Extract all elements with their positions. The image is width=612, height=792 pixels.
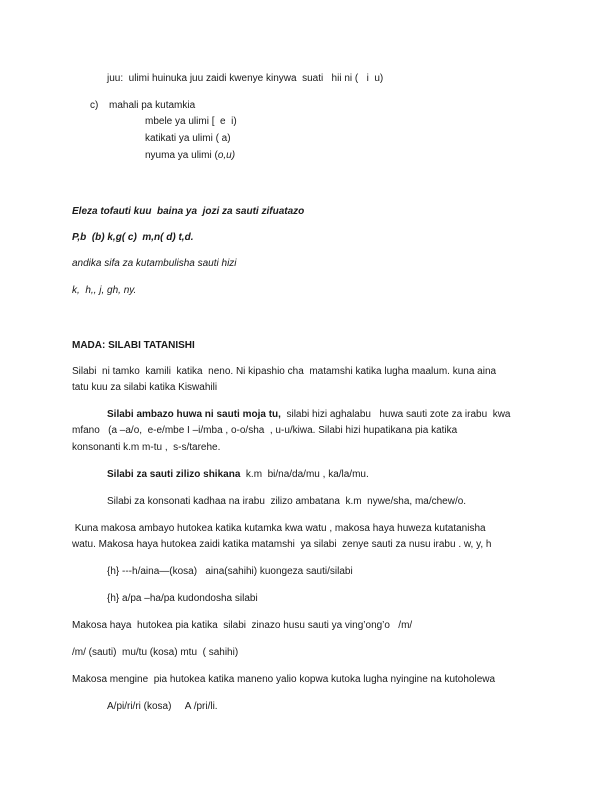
back-tongue-text: nyuma ya ulimi (: [145, 150, 218, 161]
back-tongue-line: [145, 150, 235, 162]
paragraph-single-sound-line-1: [107, 409, 511, 421]
tongue-high-line: juu: ulimi huinuka juu zaidi kwenye kinywa suati hii ni ( i u): [107, 73, 384, 84]
paragraph-single-sound-line-3: konsonanti k.m m-tu , s-s/tarehe.: [72, 442, 221, 453]
single-sound-term: Silabi ambazo huwa ni sauti moja tu,: [107, 409, 281, 420]
paragraph-loanword-errors: Makosa mengine pia hutokea katika maneno yalio kopwa kutoka lugha nyingine na kutoholewa: [72, 674, 496, 685]
question-heading: Eleza tofauti kuu baina ya jozi za sauti zifuatazo: [72, 206, 305, 217]
list-marker-c: c): [90, 100, 99, 111]
front-tongue-line: mbele ya ulimi [ e i): [145, 116, 237, 127]
back-tongue-vowels: o,u): [217, 150, 236, 161]
example-nasal: /m/ (sauti) mu/tu (kosa) mtu ( sahihi): [72, 647, 239, 658]
topic-title: MADA: SILABI TATANISHI: [72, 340, 195, 351]
question-pairs: P,b (b) k,g( c) m,n( d) t,d.: [72, 232, 194, 243]
question-instruction: andika sifa za kutambulisha sauti hizi: [72, 258, 237, 269]
paragraph-definition-line-2: tatu kuu za silabi katika Kiswahili: [72, 382, 218, 393]
paragraph-single-sound-line-2: mfano (a –a/o, e-e/mbe I –i/mba , o-o/sha , u-u/kiwa. Silabi hizi hupatikana pia katika: [72, 425, 458, 436]
example-loanword: A/pi/ri/ri (kosa) A /pri/li.: [107, 701, 218, 712]
paragraph-errors-line-2: watu. Makosa haya hutokea zaidi katika matamshi ya silabi zenye sauti za nusu irabu . w, y, h: [72, 539, 492, 550]
question-sounds: k, h,, j, gh, ny.: [72, 285, 137, 296]
place-of-articulation-heading: mahali pa kutamkia: [109, 100, 196, 111]
paragraph-joined-sounds: [107, 469, 369, 481]
joined-sounds-text: k.m bi/na/da/mu , ka/la/mu.: [240, 469, 369, 480]
central-tongue-line: katikati ya ulimi ( a): [145, 133, 231, 144]
paragraph-nasal-errors: Makosa haya hutokea pia katika silabi zinazo husu sauti ya ving’ong’o /m/: [72, 620, 413, 631]
paragraph-errors-line-1: Kuna makosa ambayo hutokea katika kutamka kwa watu , makosa haya huweza kutatanisha: [72, 523, 486, 534]
single-sound-text: silabi hizi aghalabu huwa sauti zote za irabu kwa: [280, 409, 511, 420]
paragraph-definition-line-1: Silabi ni tamko kamili katika neno. Ni kipashio cha matamshi katika lugha maalum. kuna aina: [72, 366, 497, 377]
example-h-addition: {h} ---h/aina—(kosa) aina(sahihi) kuongeza sauti/silabi: [107, 566, 353, 577]
example-h-dropping: {h} a/pa –ha/pa kudondosha silabi: [107, 593, 258, 604]
joined-sounds-term: Silabi za sauti zilizo shikana: [107, 469, 241, 480]
paragraph-consonant-clusters: Silabi za konsonati kadhaa na irabu zilizo ambatana k.m nywe/sha, ma/chew/o.: [107, 496, 467, 507]
